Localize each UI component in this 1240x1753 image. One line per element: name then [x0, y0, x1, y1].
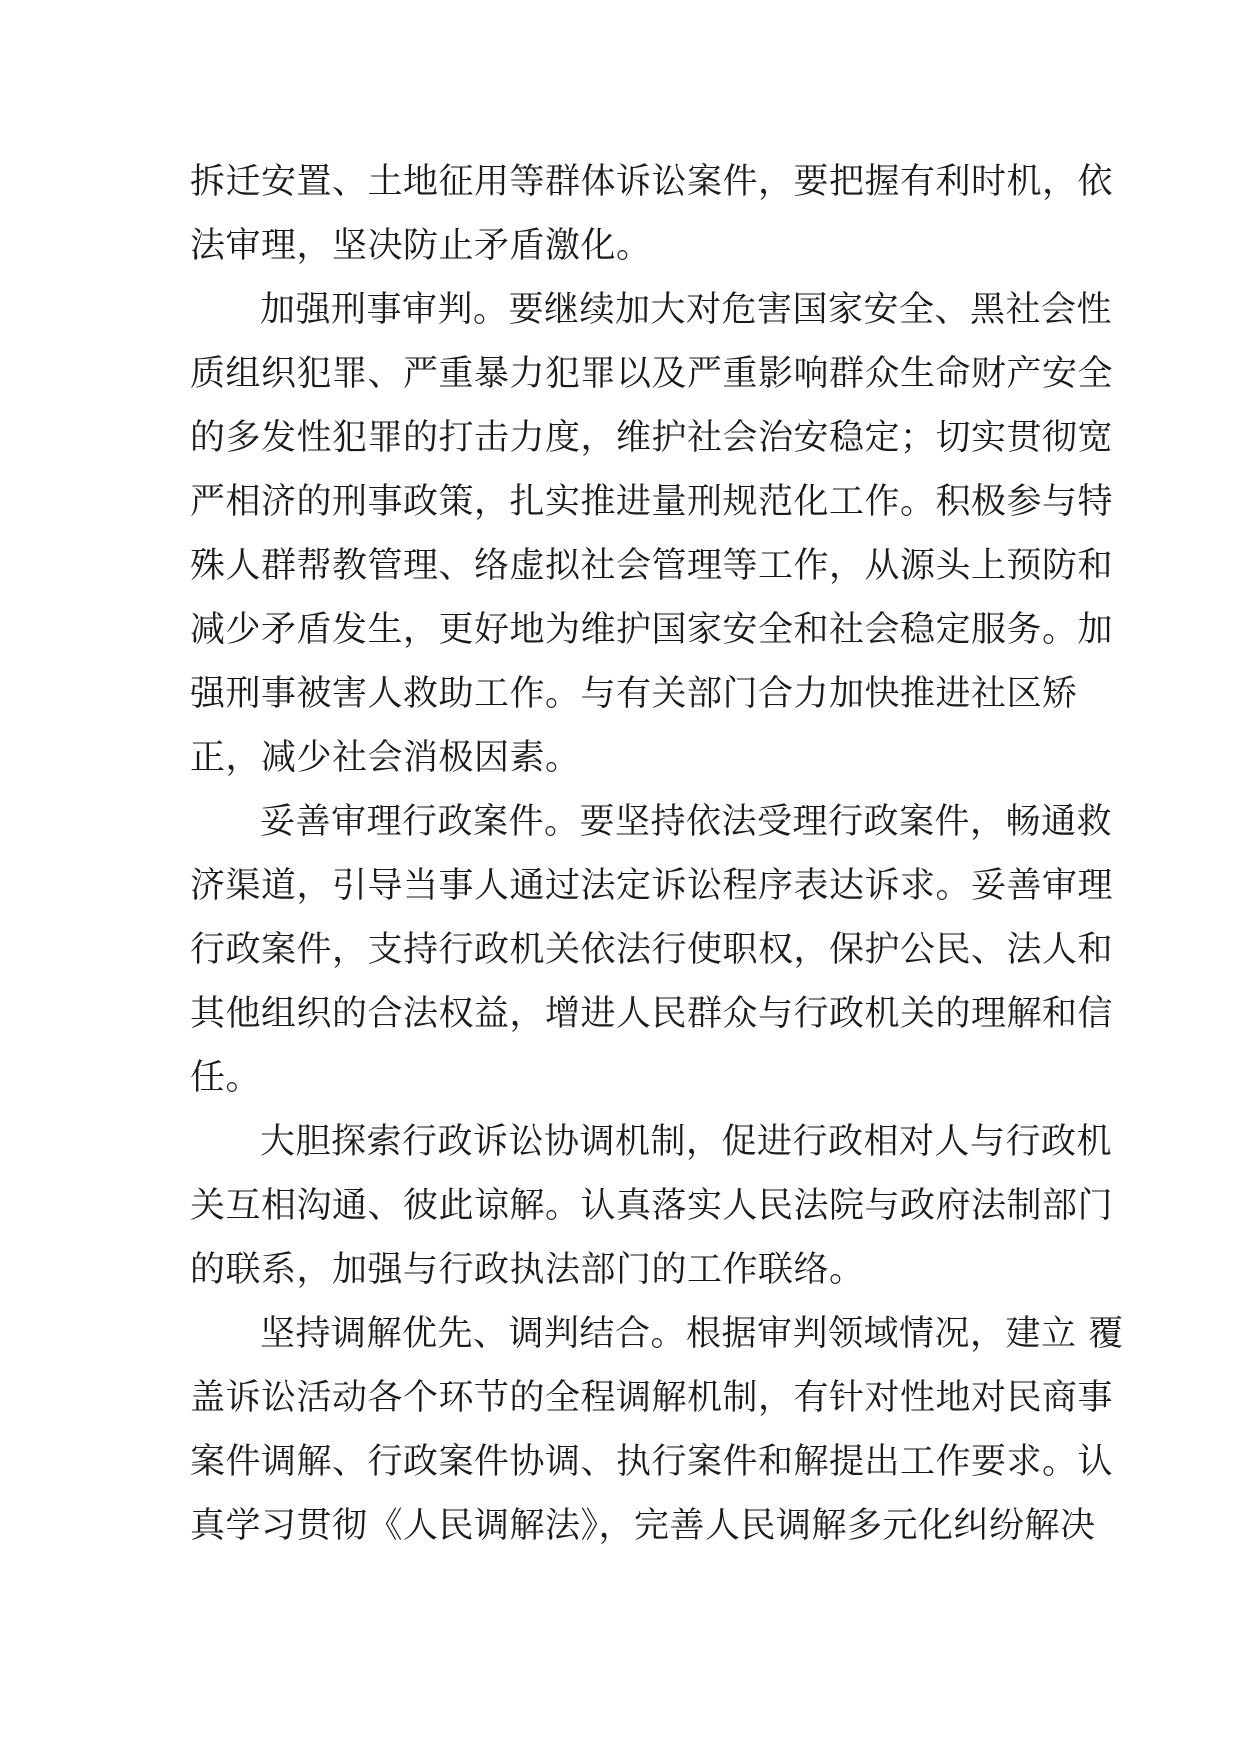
paragraph-line: 其他组织的合法权益，增进人民群众与行政机关的理解和信	[190, 994, 1114, 1034]
paragraph-line: 的联系，加强与行政执法部门的工作联络。	[190, 1250, 865, 1290]
document-body	[190, 150, 1124, 1558]
paragraph-2	[190, 278, 1114, 790]
paragraph-line: 任。	[190, 1058, 262, 1098]
paragraph-line: 拆迁安置、土地征用等群体诉讼案件，要把握有利时机，依	[190, 162, 1114, 202]
paragraph-line: 盖诉讼活动各个环节的全程调解机制，有针对性地对民商事	[190, 1378, 1114, 1418]
paragraph-line: 严相济的刑事政策，扎实推进量刑规范化工作。积极参与特	[190, 482, 1114, 522]
paragraph-line: 坚持调解优先、调判结合。根据审判领域情况，建立 覆	[260, 1314, 1124, 1354]
paragraph-line: 妥善审理行政案件。要坚持依法受理行政案件，畅通救	[260, 802, 1113, 842]
paragraph-line: 质组织犯罪、严重暴力犯罪以及严重影响群众生命财产安全	[190, 354, 1114, 394]
paragraph-line: 强刑事被害人救助工作。与有关部门合力加快推进社区矫	[190, 674, 1078, 714]
paragraph-line: 案件调解、行政案件协调、执行案件和解提出工作要求。认	[190, 1442, 1114, 1482]
paragraph-line: 减少矛盾发生，更好地为维护国家安全和社会稳定服务。加	[190, 610, 1114, 650]
paragraph-line: 正，减少社会消极因素。	[190, 738, 581, 778]
paragraph-line: 大胆探索行政诉讼协调机制，促进行政相对人与行政机	[260, 1122, 1113, 1162]
paragraph-line: 法审理，坚决防止矛盾激化。	[190, 226, 652, 266]
paragraph-line: 关互相沟通、彼此谅解。认真落实人民法院与政府法制部门	[190, 1186, 1114, 1226]
paragraph-line: 殊人群帮教管理、络虚拟社会管理等工作，从源头上预防和	[190, 546, 1114, 586]
paragraph-line: 济渠道，引导当事人通过法定诉讼程序表达诉求。妥善审理	[190, 866, 1114, 906]
paragraph-3	[190, 790, 1114, 1110]
paragraph-line: 加强刑事审判。要继续加大对危害国家安全、黑社会性	[260, 290, 1113, 330]
paragraph-line: 的多发性犯罪的打击力度，维护社会治安稳定；切实贯彻宽	[190, 418, 1114, 458]
paragraph-1	[190, 150, 1114, 278]
paragraph-5	[190, 1302, 1124, 1558]
paragraph-line: 真学习贯彻《人民调解法》，完善人民调解多元化纠纷解决	[190, 1506, 1096, 1546]
paragraph-line: 行政案件，支持行政机关依法行使职权，保护公民、法人和	[190, 930, 1114, 970]
paragraph-4	[190, 1110, 1114, 1302]
